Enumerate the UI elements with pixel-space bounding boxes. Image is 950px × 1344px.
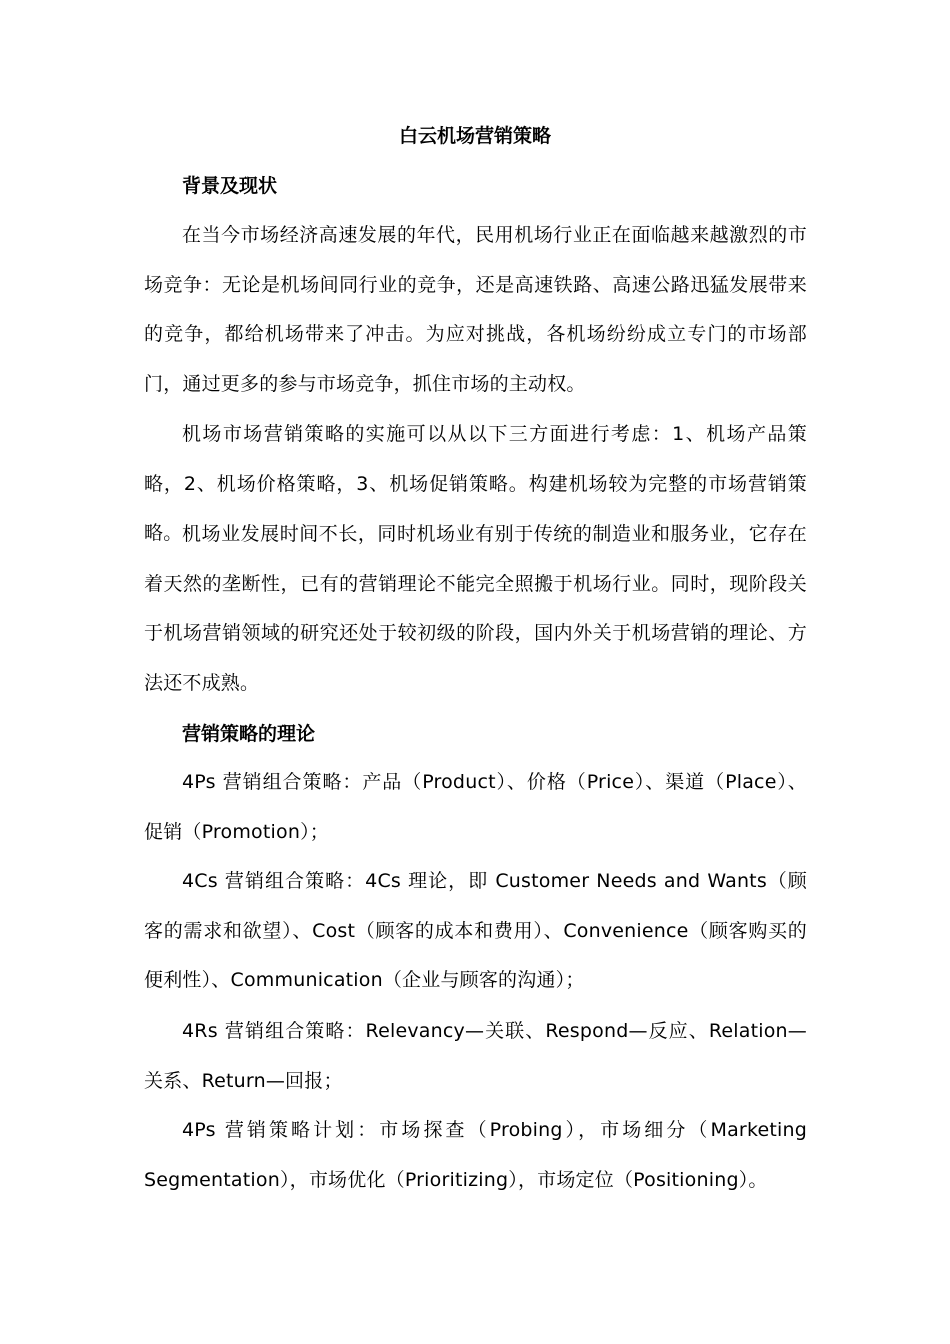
paragraph-4cs-mix: 4Cs 营销组合策略：4Cs 理论，即 Customer Needs and Wants（顾客的需求和欲望）、Cost（顾客的成本和费用）、Convenience（顾客购买的便利性）、Communication（企业与顾客的沟通）； [144, 870, 807, 992]
paragraph-4ps-mix: 4Ps 营销组合策略：产品（Product）、价格（Price）、渠道（Place）、促销（Promotion）； [144, 771, 807, 843]
section-heading-theory: 营销策略的理论 [182, 723, 316, 745]
paragraph-4ps-plan: 4Ps 营销策略计划：市场探查（Probing），市场细分（Marketing Segmentation），市场优化（Prioritizing），市场定位（Positioning）。 [144, 1119, 807, 1191]
paragraph-4rs-mix: 4Rs 营销组合策略：Relevancy—关联、Respond—反应、Relation—关系、Return—回报； [144, 1020, 807, 1092]
document-title: 白云机场营销策略 [398, 125, 551, 147]
paragraph-background-2: 机场市场营销策略的实施可以从以下三方面进行考虑：1、机场产品策略，2、机场价格策略，3、机场促销策略。构建机场较为完整的市场营销策略。 [144, 423, 807, 545]
paragraph-background-3: 机场业发展时间不长，同时机场业有别于传统的制造业和服务业，它存在着天然的垄断性，已有的营销理论不能完全照搬于机场行业。同时，现阶段关于机场营销领域的研究还处于较初级的阶段，国内外关于机场营销的理论、方法还不成熟。 [144, 523, 807, 695]
section-heading-background: 背景及现状 [182, 175, 278, 197]
paragraph-background-1: 在当今市场经济高速发展的年代，民用机场行业正在面临越来越激烈的市场竞争：无论是机场间同行业的竞争，还是高速铁路、高速公路迅猛发展带来的竞争，都给机场带来了冲击。为应对挑战，各机场纷纷成立专门的市场部门，通过更多的参与市场竞争，抓住市场的主动权。 [144, 224, 807, 396]
